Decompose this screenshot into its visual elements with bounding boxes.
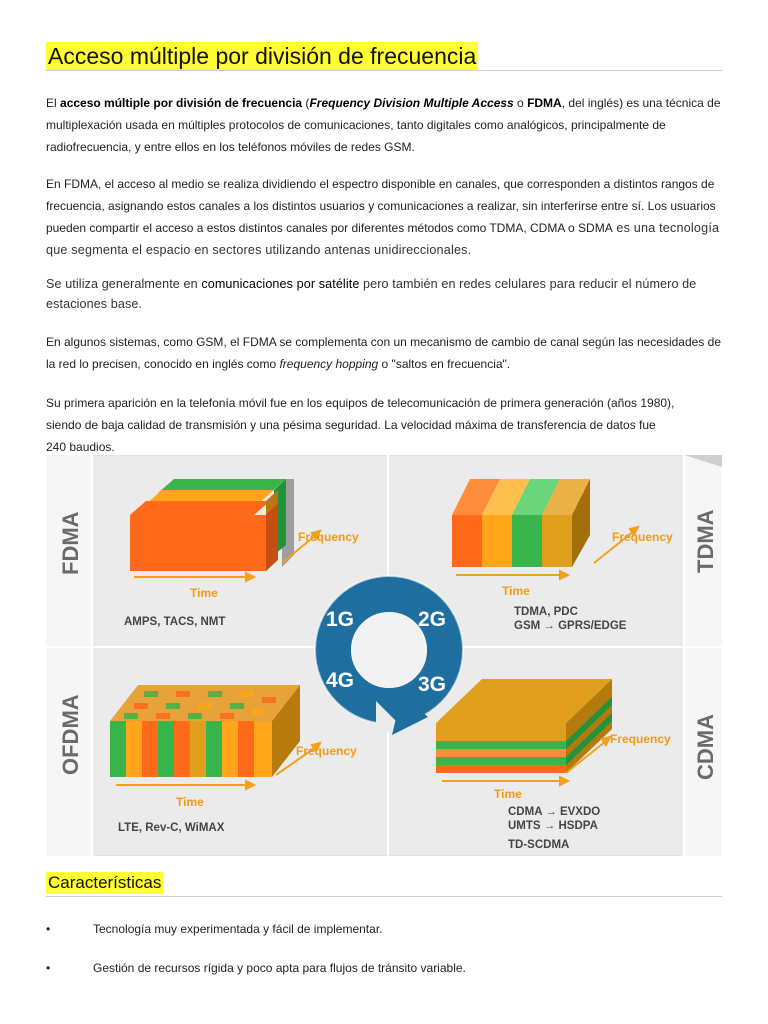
document-page: Acceso múltiple por división de frecuencia El acceso múltiple por división de frecuencia (Frequency Division Multiple Access o FDMA, del inglés) es una técnica de multiplexación usada en múltiples protocolos de comunicaciones, tanto digitales como analógicos, principalmente de radiofrecuencia, y entre ellos en los teléfonos móviles de redes GSM. En FDMA, el acceso al medio se realiza dividiendo el espectro disponible en canales, que corresponden a distintos rangos de frecuencia, asignando estos canales a los distintos usuarios y comunicaciones a realizar, sin interferirse entre sí. Los usuarios pueden compartir el acceso a estos distintos canales por diferentes métodos como TDMA, CDMA o SDMA es una tecnología que segmenta el espacio en sectores utilizando antenas unidireccionales. Se utiliza generalmente en comunicaciones por satélite pero también en redes celulares para reducir el número de estaciones base. En algunos sistemas, como GSM, el FDMA se complementa con un mecanismo de cambio de canal según las necesidades de la red lo precisen, conocido en inglés como frequency hopping o "saltos en frecuencia". Su primera aparición en la telefonía móvil fue en los equipos de telecomunicación de primera generación (años 1980), siendo de baja calidad de transmisión y una pésima seguridad. La velocidad máxima de transferencia de datos fue 240 baudios. FDMA OFDMA TDMA CDMA Frequency Time AMPS, TACS, NMT Frequency Time TDMA, PDC GSM → GPRS/EDGE Frequency Time LTE, Rev-C, WiMAX Frequency Time CDMA → EVXDO UMTS → HSDPA TD-SCDMA 1G 2G 4G 3G Características • Tecnología muy experimentada y fácil de implementar. • Gestión de recursos rígida y poco apta para flujos de tránsito variable. (46, 43, 722, 975)
gen-1g: 1G (326, 608, 355, 631)
gen-4g: 4G (326, 669, 355, 692)
cdma-time-label: Time (494, 787, 522, 801)
fdma-time-label: Time (190, 586, 218, 600)
ofdma-time-label: Time (176, 795, 204, 809)
title-divider (46, 70, 722, 71)
cdma-side-label: CDMA (693, 714, 718, 780)
paragraph-gsm-hopping: En algunos sistemas, como GSM, el FDMA se complementa con un mecanismo de cambio de canal según las necesidades de la red lo precisen, conocido en inglés como frequency hopping o "saltos en frecuencia". (46, 335, 722, 371)
section-title: Características (48, 873, 162, 892)
tdma-side-label: TDMA (693, 509, 718, 573)
cdma-systems-3: TD-SCDMA (508, 839, 570, 851)
cdma-frequency-label: Frequency (610, 732, 671, 746)
fdma-side-label: FDMA (58, 511, 83, 575)
fdma-systems: AMPS, TACS, NMT (124, 616, 226, 628)
ofdma-block (110, 685, 300, 777)
ofdma-frequency-label: Frequency (296, 744, 357, 758)
paragraph-satellite: Se utiliza generalmente en comunicaciones por satélite pero también en redes celulares para reducir el número de estaciones base. (46, 277, 697, 311)
tdma-time-label: Time (502, 584, 530, 598)
gen-2g: 2G (418, 608, 447, 631)
multiple-access-figure (46, 455, 722, 856)
tdma-systems-2: GSM → GPRS/EDGE (514, 620, 627, 632)
page-title: Acceso múltiple por división de frecuencia (48, 43, 477, 69)
bullet-icon: • (46, 922, 51, 936)
cdma-systems-2: UMTS → HSDPA (508, 820, 598, 832)
tdma-frequency-label: Frequency (612, 530, 673, 544)
tdma-block (452, 479, 590, 567)
cdma-systems-1: CDMA → EVXDO (508, 806, 601, 818)
paragraph-definition: El acceso múltiple por división de frecuencia (Frequency Division Multiple Access o FDMA, del inglés) es una técnica de multiplexación usada en múltiples protocolos de comunicaciones, tanto digitales como analógicos, principalmente de radiofrecuencia, y entre ellos en los teléfonos móviles de redes GSM. (46, 96, 721, 154)
ofdma-systems: LTE, Rev-C, WiMAX (118, 822, 225, 834)
gen-3g: 3G (418, 673, 447, 696)
section-divider (46, 896, 722, 897)
ofdma-side-label: OFDMA (58, 694, 83, 775)
fdma-frequency-label: Frequency (298, 530, 359, 544)
paragraph-fdma-access: En FDMA, el acceso al medio se realiza dividiendo el espectro disponible en canales, que corresponden a distintos rangos de frecuencia, asignando estos canales a los distintos usuarios y comunicaciones a realizar, sin interferirse entre sí. Los usuarios pueden compartir el acceso a estos distintos canales por diferentes métodos como TDMA, CDMA o SDMA es una tecnología que segmenta el espacio en sectores utilizando antenas unidireccionales. (46, 177, 720, 257)
tdma-systems-1: TDMA, PDC (514, 606, 578, 618)
bullet-icon: • (46, 961, 51, 975)
paragraph-first-appearance: Su primera aparición en la telefonía móvil fue en los equipos de telecomunicación de primera generación (años 1980), siendo de baja calidad de transmisión y una pésima seguridad. La velocidad máxima de transferencia de datos fue 240 baudios. (46, 396, 675, 454)
